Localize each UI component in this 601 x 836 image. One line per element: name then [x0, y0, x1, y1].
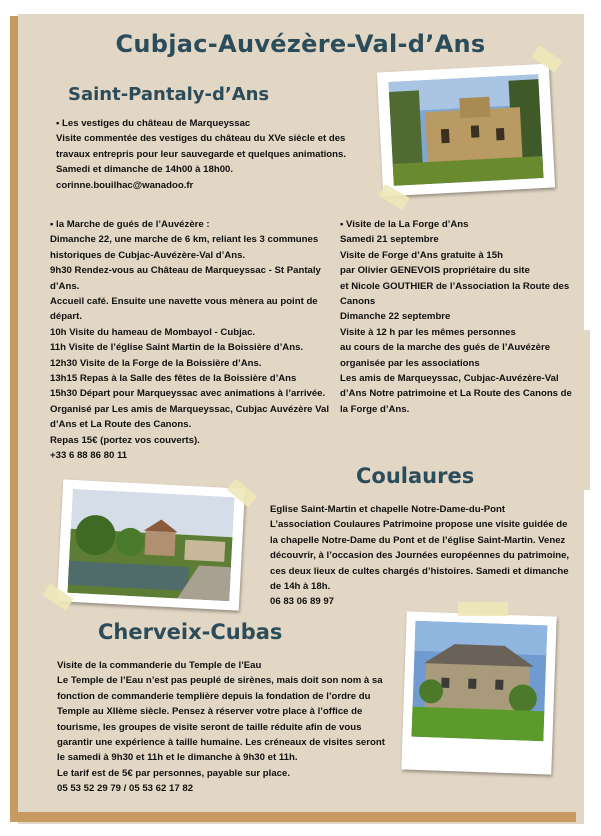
bottom-paper-edge: [16, 812, 576, 822]
text-marche-gues: • la Marche de gués de l’Auvézère : Dimanche 22, une marche de 6 km, reliant les 3 communes historiques de Cubjac-Auvézère-Val d’Ans. 9h30 Rendez-vous au Château de Marqueyssac - St Pantaly d’Ans. Accueil café. Ensuite une navette vous mènera au point de départ. 10h Visite du hameau de Mombayol - Cubjac. 11h Visite de l’église Saint Martin de la Boissière d’Ans. 12h30 Visite de la Forge de la Boissière d’Ans. 13h15 Repas à la Salle des fêtes de la Boissière d’Ans 15h30 Départ pour Marqueyssac avec animations à l’arrivée. Organisé par Les amis de Marqueyssac, Cubjac Auvézère Val d’Ans et La Route des Canons. Repas 15€ (portez vos couverts). +33 6 88 86 80 11: [50, 219, 330, 462]
heading-cherveix-cubas: Cherveix-Cubas: [98, 620, 283, 644]
text-cherveix-cubas: Visite de la commanderie du Temple de l’Eau Le Temple de l’Eau n’est pas peuplé de sirènes, mais doit son nom à sa fonction de commanderie templière depuis la fondation de l’ordre du Temple au XIIème siècle. Pensez à réserver votre place à l’office de tourisme, les groupes de visite seront de taille réduite afin de vous garantir une expérience à taille humaine. Les créneaux de visites seront le samedi à 9h30 et 11h et le dimanche à 9h30 et 11h. Le tarif est de 5€ par personnes, payable sur place. 05 53 52 29 79 / 05 53 62 17 82: [57, 660, 385, 795]
text-marqueyssac: • Les vestiges du château de Marqueyssac Visite commentée des vestiges du château du XVe siècle et des travaux entrepris pour leur sauvegarde et quelques animations. Samedi et dimanche de 14h00 à 18h00. corinne.bouilhac@wanadoo.fr: [56, 118, 347, 191]
torn-edge: [578, 330, 590, 490]
tape-strip: [458, 602, 508, 616]
heading-saint-pantaly: Saint-Pantaly-d’Ans: [68, 84, 270, 105]
text-forge-ans: • Visite de la La Forge d’Ans Samedi 21 septembre Visite de Forge d’Ans gratuite à 15h par Olivier GENEVOIS propriétaire du site et Nicole GOUTHIER de l’Association la Route des Canons Dimanche 22 septembre Visite à 12 h par les mêmes personnes au cours de la marche des gués de l’Auvézère organisée par les associations Les amis de Marqueyssac, Cubjac-Auvézère-Val d’Ans Notre patrimoine et La Route des Canons de la Forge d’Ans.: [340, 219, 572, 415]
text-coulaures: Eglise Saint-Martin et chapelle Notre-Dame-du-Pont L’association Coulaures Patrimoine propose une visite guidée de la chapelle Notre-Dame du Pont et de l’église Saint-Martin. Venez découvrir, à l’occasion des Journées européennes du patrimoine, ces deux lieux de cultes chargés d’histoires. Samedi et dimanche de 14h à 18h. 06 83 06 89 97: [270, 504, 570, 608]
heading-coulaures: Coulaures: [356, 464, 475, 488]
village-river-photo: [57, 479, 245, 610]
manor-photo: [401, 611, 556, 774]
castle-photo: [377, 64, 555, 197]
page-title: Cubjac-Auvézère-Val-d’Ans: [115, 30, 486, 58]
